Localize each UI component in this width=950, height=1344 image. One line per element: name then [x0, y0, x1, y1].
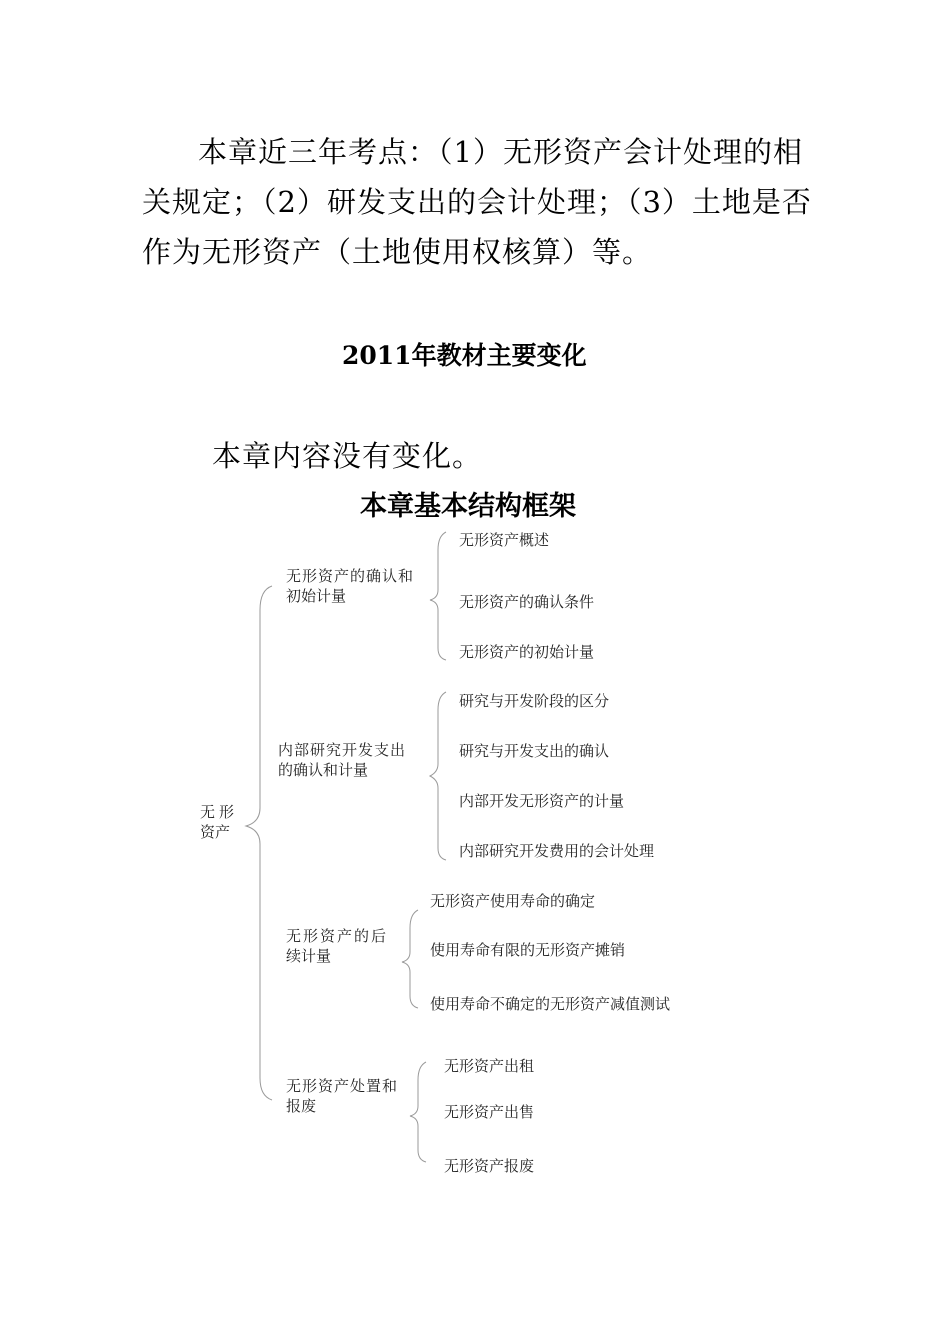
group-1-item-1: 无形资产概述 [459, 531, 550, 549]
changes-heading: 2011年教材主要变化 [342, 341, 587, 370]
group-1-item-2: 无形资产的确认条件 [459, 593, 595, 611]
group-4-item-2: 无形资产出售 [444, 1103, 535, 1121]
group-4-item-1: 无形资产出租 [444, 1057, 535, 1075]
group-4-label [286, 1076, 398, 1116]
group-2-item-2: 研究与开发支出的确认 [459, 742, 610, 760]
group-4-label-line-2: 报废 [286, 1097, 317, 1115]
root-brace [246, 586, 272, 1100]
group-2-label-line-2: 的确认和计量 [278, 761, 369, 779]
intro-line-3: 作为无形资产（土地使用权核算）等。 [142, 235, 653, 269]
group-1-brace [430, 532, 446, 660]
group-3-item-2: 使用寿命有限的无形资产摊销 [430, 941, 626, 959]
group-2-label [278, 740, 406, 780]
group-2-brace [430, 692, 446, 860]
changes-note: 本章内容没有变化。 [212, 439, 483, 473]
group-3-item-1: 无形资产使用寿命的确定 [430, 892, 596, 910]
root-line-1: 无形 [200, 803, 239, 821]
framework-title: 本章基本结构框架 [360, 491, 576, 522]
group-1-label [286, 566, 414, 606]
group-3-item-3: 使用寿命不确定的无形资产减值测试 [430, 995, 671, 1013]
intro-line-1: 本章近三年考点：（1）无形资产会计处理的相 [198, 135, 803, 169]
group-2-item-3: 内部开发无形资产的计量 [459, 792, 625, 810]
group-2-item-4: 内部研究开发费用的会计处理 [459, 842, 655, 860]
group-2-label-line-1: 内部研究开发支出 [278, 741, 407, 759]
group-3-label-line-2: 续计量 [286, 947, 332, 965]
group-1-label-line-2: 初始计量 [286, 587, 347, 605]
root-node [200, 802, 238, 842]
group-3-brace [402, 910, 418, 1008]
group-1-label-line-1: 无形资产的确认和 [286, 567, 415, 585]
root-line-2: 资产 [200, 823, 231, 841]
group-3-label [286, 926, 388, 966]
group-4-item-3: 无形资产报废 [444, 1157, 535, 1175]
group-3-label-line-1: 无形资产的后 [286, 927, 389, 945]
group-4-label-line-1: 无形资产处置和 [286, 1077, 399, 1095]
group-1-item-3: 无形资产的初始计量 [459, 643, 595, 661]
intro-line-2: 关规定；（2）研发支出的会计处理；（3）土地是否 [142, 185, 812, 219]
group-2-item-1: 研究与开发阶段的区分 [459, 692, 610, 710]
group-4-brace [410, 1062, 426, 1162]
